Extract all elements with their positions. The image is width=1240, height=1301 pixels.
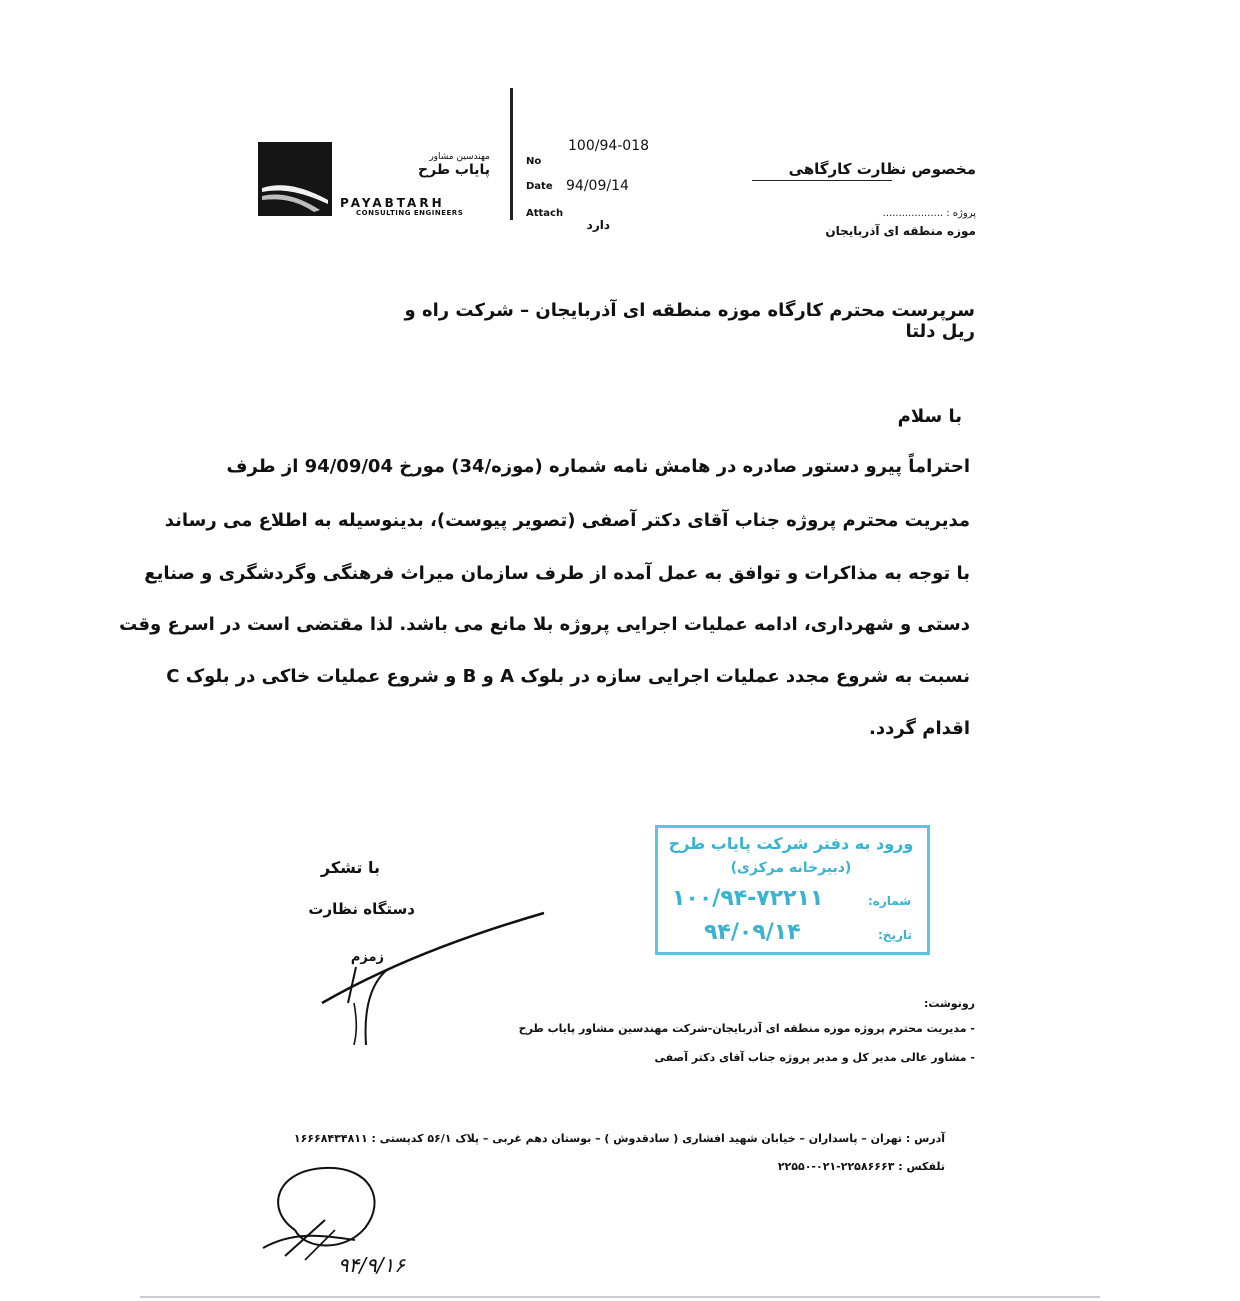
- body-line: مدیریت محترم پروژه جناب آقای دکتر آصفی (تصویر پیوست)، بدینوسیله به اطلاع می رساند: [164, 510, 970, 531]
- no-label: No: [526, 156, 542, 167]
- stamp-date-label: تاریخ:: [878, 928, 912, 942]
- cc-item: - مدیریت محترم پروژه موزه منطقه ای آذربایجان-شرکت مهندسین مشاور پایاب طرح: [518, 1022, 975, 1035]
- footer-address: آدرس : تهران – پاسداران – خیابان شهید افشاری ( سادقدوش ) – بوستان دهم غربی – پلاک ۵۶/۱ کدپستی : ۱۶۶۶۸۴۳۴۸۱۱: [293, 1132, 945, 1145]
- signature-name: زمزم: [350, 950, 384, 965]
- stamp-number-label: شماره:: [868, 894, 912, 908]
- body-line: نسبت به شروع مجدد عملیات اجرایی سازه در بلوک A و B و شروع عملیات خاکی در بلوک C: [166, 666, 970, 687]
- logo-name-en: PAYABTARH: [340, 196, 445, 210]
- cc-label: رونوشت:: [923, 997, 975, 1010]
- stamp-number-value: ۱۰۰/۹۴-۷۲۲۱۱: [672, 886, 824, 911]
- reference-title-underline: [752, 180, 892, 181]
- stamp-date-value: ۹۴/۰۹/۱۴: [704, 920, 801, 945]
- company-logo-mark: [258, 142, 332, 216]
- logo-wave-icon: [258, 142, 332, 216]
- reference-title: مخصوص نظارت کارگاهی: [788, 160, 976, 178]
- logo-name-fa: [395, 152, 490, 178]
- logo-name-fa-main: پایاب طرح: [418, 162, 490, 178]
- signatory: دستگاه نظارت: [308, 900, 415, 918]
- body-line: با توجه به مذاکرات و توافق به عمل آمده از طرف سازمان میراث فرهنگی وگردشگری و صنایع: [144, 563, 970, 584]
- stamp-title: ورود به دفتر شرکت پایاب طرح: [668, 834, 914, 853]
- body-line: احتراماً پیرو دستور صادره در هامش نامه شماره (موزه/34) مورخ 94/09/04 از طرف: [226, 456, 970, 477]
- logo-subtitle-en: CONSULTING ENGINEERS: [356, 209, 464, 217]
- header-divider: [510, 88, 513, 220]
- project-value: موزه منطقه ای آذربایجان: [825, 224, 976, 238]
- addressee: سرپرست محترم کارگاه موزه منطقه ای آذربایجان – شرکت راه و ریل دلتا: [404, 300, 975, 342]
- body-line: اقدام گردد.: [869, 718, 970, 739]
- handwritten-initial-icon: [255, 1160, 395, 1265]
- cc-item: - مشاور عالی مدیر کل و مدیر پروژه جناب آقای دکتر آصفی: [654, 1051, 975, 1064]
- project-label: پروژه : ...................: [882, 208, 976, 219]
- date-label: Date: [526, 181, 553, 192]
- closing: با تشکر: [320, 858, 380, 877]
- body-line: دستی و شهرداری، ادامه عملیات اجرایی پروژه بلا مانع می باشد. لذا مقتضی است در اسرع وقت: [119, 614, 970, 635]
- attach-value: دارد: [586, 218, 610, 232]
- stamp-subtitle: (دبیرخانه مرکزی): [730, 860, 852, 876]
- greeting: با سلام: [897, 406, 962, 427]
- attach-label: Attach: [526, 208, 564, 219]
- handwritten-date: ۹۴/۹/۱۶: [337, 1253, 405, 1277]
- footer-telfax: تلفکس : ۲۲۵۸۶۶۶۳-۰۲۱-۲۲۵۵۰: [777, 1160, 945, 1173]
- letter-date: 94/09/14: [566, 178, 629, 194]
- page-bottom-rule: [140, 1296, 1100, 1298]
- receipt-stamp: [655, 825, 930, 955]
- letter-number: 100/94-018: [568, 138, 650, 154]
- logo-name-fa-top: مهندسین مشاور: [429, 152, 490, 162]
